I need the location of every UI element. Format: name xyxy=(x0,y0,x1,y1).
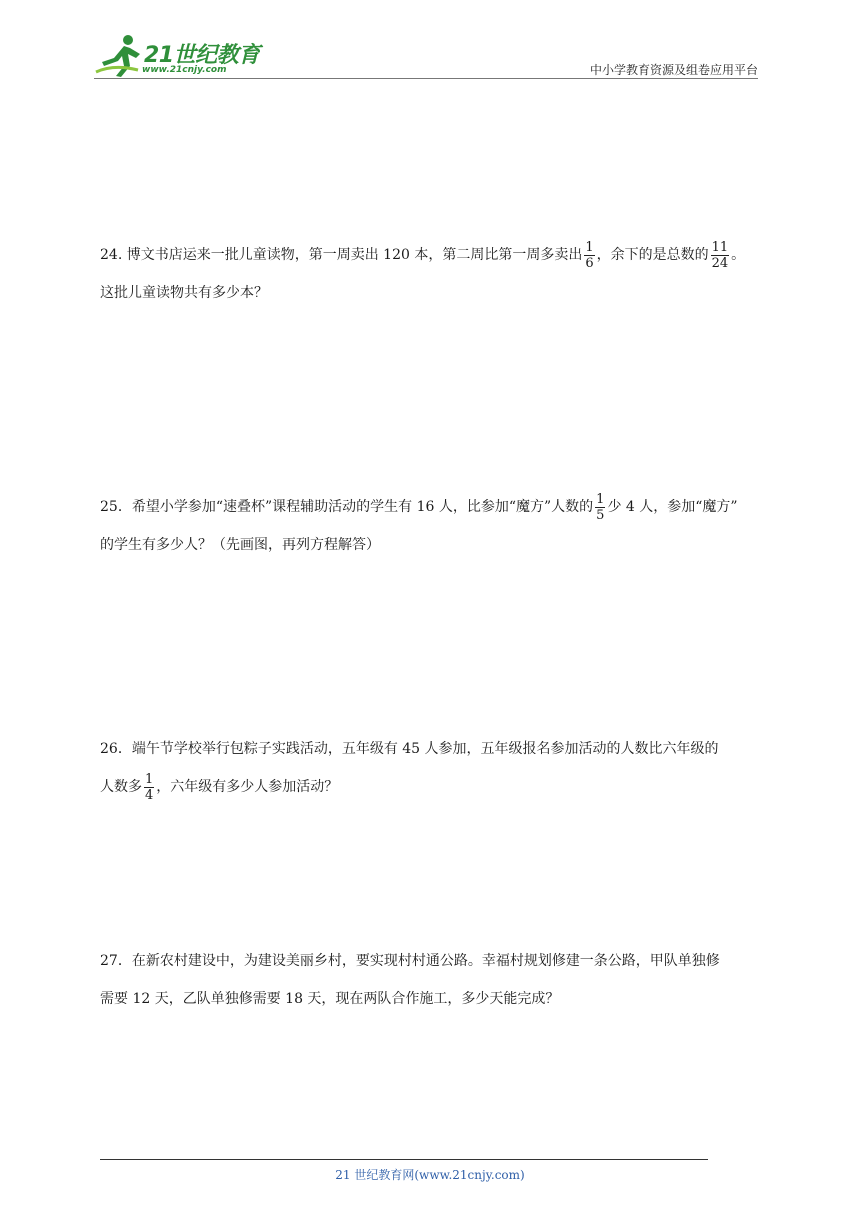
question-26-line-2: 人数多 $\frac{1}{4}$ ，六年级有多少人参加活动？ xyxy=(100,771,339,803)
question-25 xyxy=(100,488,768,564)
fraction: $\frac{1}{5}$ xyxy=(596,491,605,523)
question-26-line-1: 26．端午节学校举行包粽子实践活动，五年级有 45 人参加，五年级报名参加活动的人数比六年级的 xyxy=(100,741,719,757)
footer-divider xyxy=(100,1159,708,1160)
logo-url: www.21cnjy.com xyxy=(142,65,227,75)
question-27 xyxy=(100,942,768,1018)
logo-text: 21世纪教育 xyxy=(144,43,260,68)
fraction: $\frac{1}{6}$ xyxy=(585,239,594,271)
header-divider xyxy=(94,78,758,79)
question-24-line-2: 这批儿童读物共有多少本？ xyxy=(100,285,268,301)
fraction: $\frac{1}{4}$ xyxy=(145,771,154,803)
question-27-line-2: 需要 12 天，乙队单独修需要 18 天，现在两队合作施工，多少天能完成？ xyxy=(100,991,560,1007)
question-27-line-1: 27．在新农村建设中，为建设美丽乡村，要实现村村通公路。幸福村规划修建一条公路，甲队单独修 xyxy=(100,953,720,969)
fraction: $\frac{11}{24}$ xyxy=(711,239,729,271)
footer-link[interactable]: 21 世纪教育网(www.21cnjy.com) xyxy=(335,1168,525,1182)
question-24-line-1: 24. 博文书店运来一批儿童读物，第一周卖出 120 本，第二周比第一周多卖出 $\frac{1}{6}$ ，余下的是总数的 $\frac{11}{24}$ 。 xyxy=(100,239,746,271)
runner-logo-icon xyxy=(94,32,146,78)
platform-name: 中小学教育资源及组卷应用平台 xyxy=(589,63,758,77)
question-24 xyxy=(100,236,768,312)
question-25-line-2: 的学生有多少人？（先画图，再列方程解答） xyxy=(100,537,380,553)
question-26 xyxy=(100,730,768,806)
question-25-line-1: 25．希望小学参加“速叠杯”课程辅助活动的学生有 16 人，比参加“魔方”人数的 $\frac{1}{5}$ 少 4 人，参加“魔方” xyxy=(100,491,738,523)
